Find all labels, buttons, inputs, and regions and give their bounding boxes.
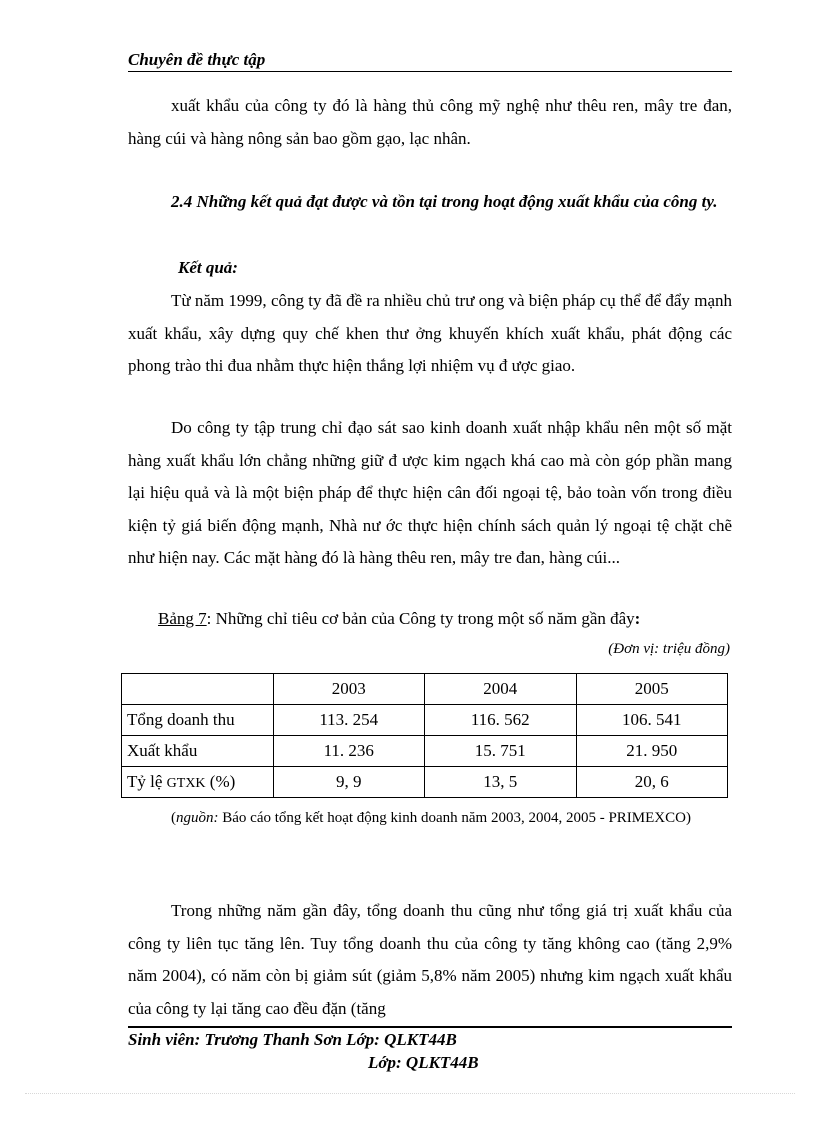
table-row xyxy=(122,705,728,736)
footer-author: Sinh viên: Trương Thanh Sơn Lớp: QLKT44B xyxy=(128,1030,457,1049)
table-cell: 20, 6 xyxy=(576,767,728,798)
ratio-label-b: GTXK xyxy=(166,776,206,791)
table-source-text: Báo cáo tổng kết hoạt động kinh doanh năm 2003, 2004, 2005 - PRIMEXCO) xyxy=(218,810,691,826)
ratio-label-c: (%) xyxy=(205,772,236,791)
paragraph-results-2: Do công ty tập trung chỉ đạo sát sao kinh doanh xuất nhập khẩu nên một số mặt hàng xuất khẩu lớn chẳng những giữ đ ược kim ngạch khá cao mà còn góp phần mang lại hiệu quả và là một biện pháp để thực hiện cân đối ngoại tệ, bảo toàn vốn trong điều kiện tỷ giá biến động mạnh, Nhà nư ớc thực hiện chính sách quản lý ngoại tệ chặt chẽ như hiện nay. Các mặt hàng đó là hàng thêu ren, mây tre đan, hàng cúi... xyxy=(128,418,732,567)
table-header-row xyxy=(122,674,728,705)
table-source-prefix: ( xyxy=(171,810,176,826)
table-row xyxy=(122,736,728,767)
table-source-italic: nguồn: xyxy=(176,810,219,826)
table-caption xyxy=(158,609,640,629)
table-row-label: Tổng doanh thu xyxy=(122,705,274,736)
table-cell: 13, 5 xyxy=(425,767,577,798)
footer-rule xyxy=(128,1026,732,1028)
ratio-label-a: Tỷ lệ xyxy=(127,772,167,791)
section-heading: 2.4 Những kết quả đạt được và tồn tại trong hoạt động xuất khẩu của công ty. xyxy=(171,192,718,211)
paragraph-analysis: Trong những năm gần đây, tổng doanh thu cũng như tổng giá trị xuất khẩu của công ty liên tục tăng lên. Tuy tổng doanh thu của công ty tăng không cao (tăng 2,9% năm 2004), có năm còn bị giảm sút (giảm 5,8% năm 2005) nhưng kim ngạch xuất khẩu của công ty lại tăng cao đều đặn (tăng xyxy=(128,901,732,1018)
subheading-results: Kết quả: xyxy=(178,258,238,277)
table-cell: 11. 236 xyxy=(273,736,425,767)
table-caption-label: Bảng 7 xyxy=(158,609,207,628)
table-row xyxy=(122,767,728,798)
table-header-cell: 2005 xyxy=(576,674,728,705)
page-bottom-divider xyxy=(25,1093,795,1094)
table-cell: 15. 751 xyxy=(425,736,577,767)
table-row-label: Xuất khẩu xyxy=(122,736,274,767)
table-cell: 116. 562 xyxy=(425,705,577,736)
paragraph-intro-text: xuất khẩu của công ty đó là hàng thủ công mỹ nghệ như thêu ren, mây tre đan, hàng cúi và hàng nông sản bao gồm gạo, lạc nhân. xyxy=(128,96,732,148)
table-source xyxy=(128,803,732,833)
footer-class: Lớp: QLKT44B xyxy=(368,1053,479,1072)
table-unit: (Đơn vị: triệu đồng) xyxy=(608,641,730,657)
table-caption-colon: : xyxy=(634,609,641,628)
table-cell: 113. 254 xyxy=(273,705,425,736)
table-header-cell: 2004 xyxy=(425,674,577,705)
table-header-cell: 2003 xyxy=(273,674,425,705)
table-row-label xyxy=(122,767,274,798)
table-cell: 9, 9 xyxy=(273,767,425,798)
page-header: Chuyên đề thực tập xyxy=(128,50,732,72)
table-cell: 21. 950 xyxy=(576,736,728,767)
table-cell: 106. 541 xyxy=(576,705,728,736)
paragraph-intro xyxy=(128,90,732,155)
table-header-empty xyxy=(122,674,274,705)
table-caption-text: : Những chỉ tiêu cơ bản của Công ty trong một số năm gần đây xyxy=(206,609,635,628)
indicators-table xyxy=(121,673,728,798)
paragraph-results-1: Từ năm 1999, công ty đã đề ra nhiều chủ trư ong và biện pháp cụ thể để đẩy mạnh xuất khẩu, xây dựng quy chế khen thư ởng khuyến khích xuất khẩu, phát động các phong trào thi đua nhằm thực hiện thắng lợi nhiệm vụ đ ược giao. xyxy=(128,291,732,375)
